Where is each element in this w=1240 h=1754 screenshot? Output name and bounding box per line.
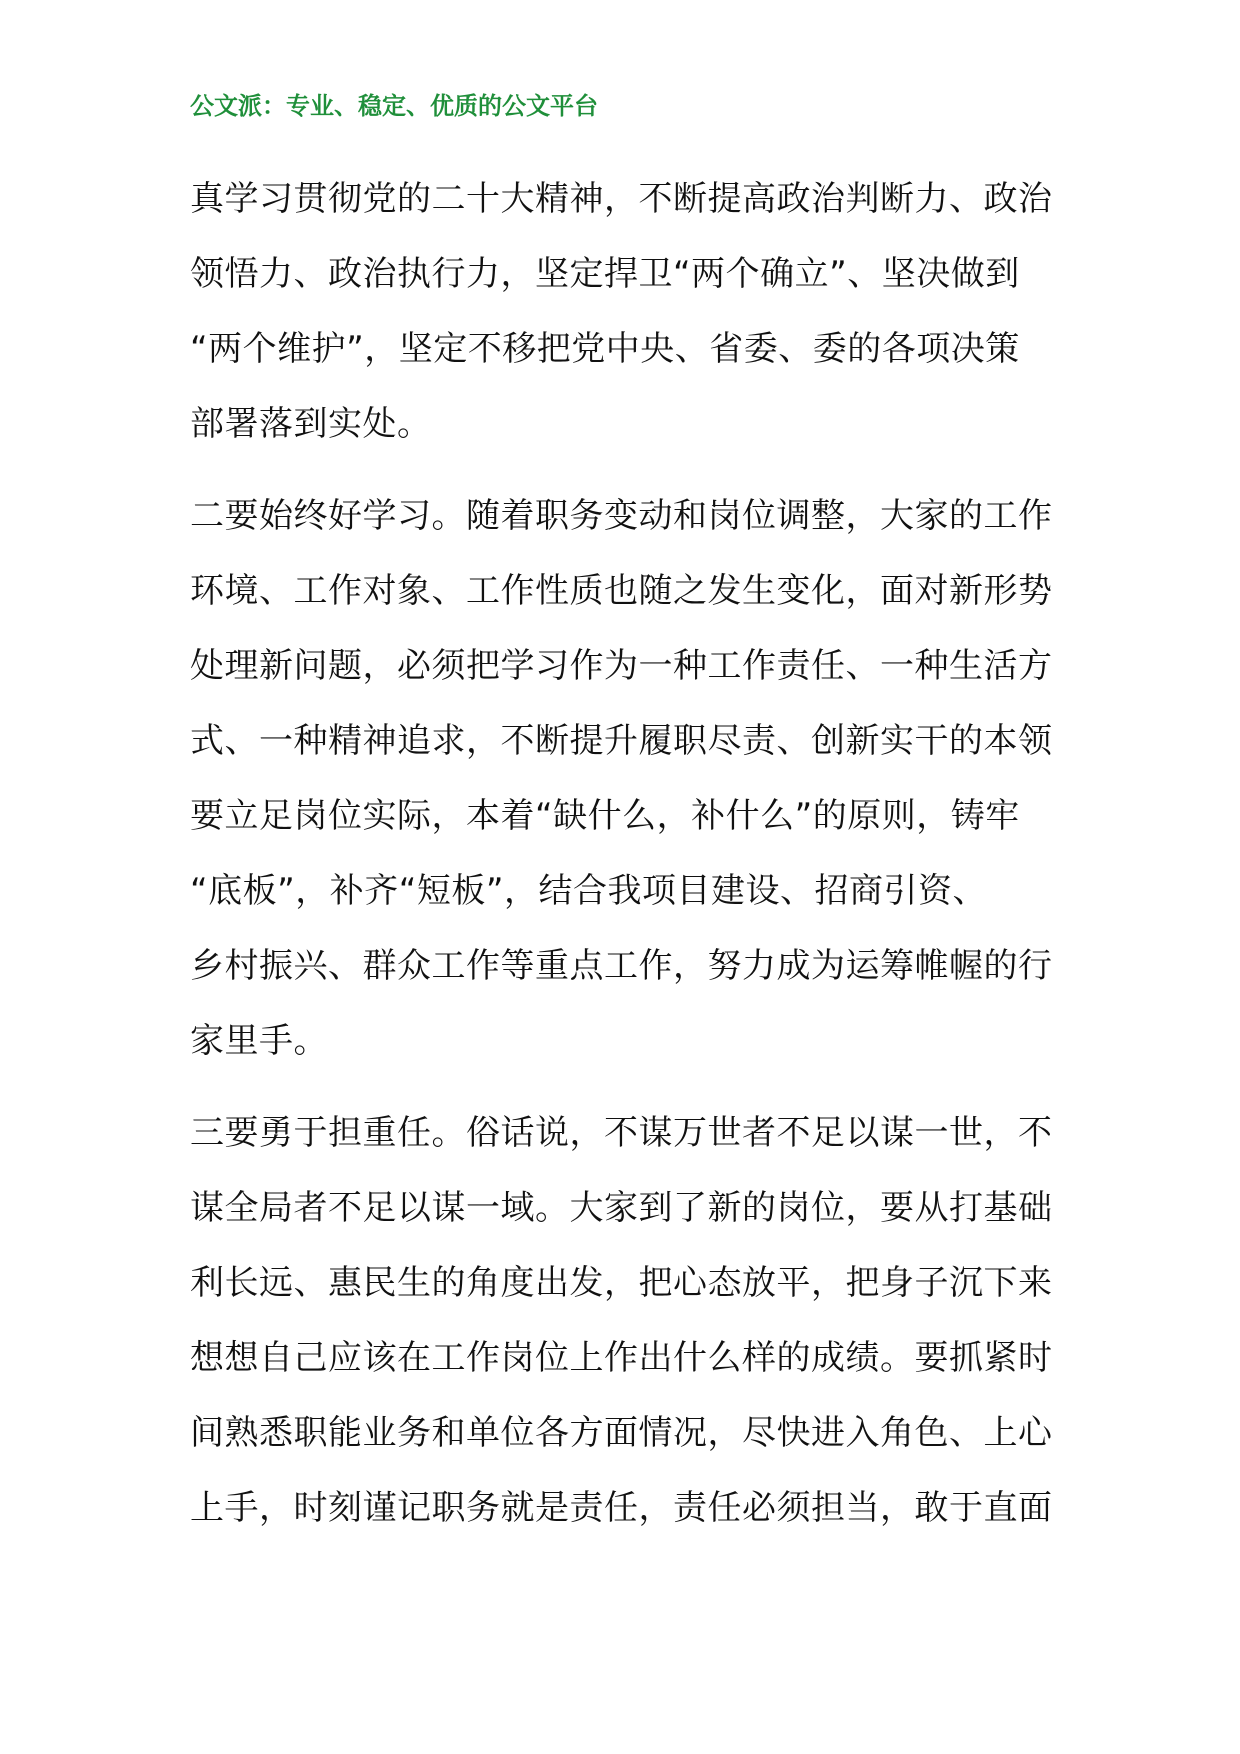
text-line: 三要勇于担重任。俗话说，不谋万世者不足以谋一世，不 bbox=[190, 1113, 1053, 1153]
text-line: 上手，时刻谨记职务就是责任，责任必须担当，敢于直面 bbox=[190, 1488, 1053, 1528]
text-line: “两个维护”，坚定不移把党中央、省委、委的各项决策 bbox=[190, 329, 1020, 369]
text-line: 间熟悉职能业务和单位各方面情况，尽快进入角色、上心 bbox=[190, 1413, 1053, 1453]
text-line: 二要始终好学习。随着职务变动和岗位调整，大家的工作 bbox=[190, 496, 1053, 536]
text-line: 处理新问题，必须把学习作为一种工作责任、一种生活方 bbox=[190, 646, 1053, 686]
text-line: 家里手。 bbox=[190, 1021, 328, 1061]
text-line: 谋全局者不足以谋一域。大家到了新的岗位，要从打基础 bbox=[190, 1188, 1053, 1228]
paragraph-spacer bbox=[190, 1079, 1070, 1096]
paragraph-1 bbox=[190, 162, 1070, 462]
paragraph-2 bbox=[190, 479, 1070, 1079]
text-line: 乡村振兴、群众工作等重点工作，努力成为运筹帷幄的行 bbox=[190, 946, 1053, 986]
text-line: 领悟力、政治执行力，坚定捍卫“两个确立”、坚决做到 bbox=[190, 254, 1020, 294]
text-line: 环境、工作对象、工作性质也随之发生变化，面对新形势 bbox=[190, 571, 1053, 611]
text-line: 要立足岗位实际，本着“缺什么，补什么”的原则，铸牢 bbox=[190, 796, 1020, 836]
text-line: 利长远、惠民生的角度出发，把心态放平，把身子沉下来 bbox=[190, 1263, 1053, 1303]
paragraph-3 bbox=[190, 1096, 1070, 1546]
text-line: 想想自己应该在工作岗位上作出什么样的成绩。要抓紧时 bbox=[190, 1338, 1053, 1378]
text-line: 真学习贯彻党的二十大精神，不断提高政治判断力、政治 bbox=[190, 179, 1053, 219]
text-line: 式、一种精神追求，不断提升履职尽责、创新实干的本领 bbox=[190, 721, 1053, 761]
paragraph-spacer bbox=[190, 462, 1070, 479]
document-body bbox=[190, 162, 1070, 1546]
text-line: 部署落到实处。 bbox=[190, 404, 432, 444]
text-line: “底板”，补齐“短板”，结合我项目建设、招商引资、 bbox=[190, 871, 987, 911]
site-header-banner: 公文派：专业、稳定、优质的公文平台 bbox=[190, 91, 598, 120]
